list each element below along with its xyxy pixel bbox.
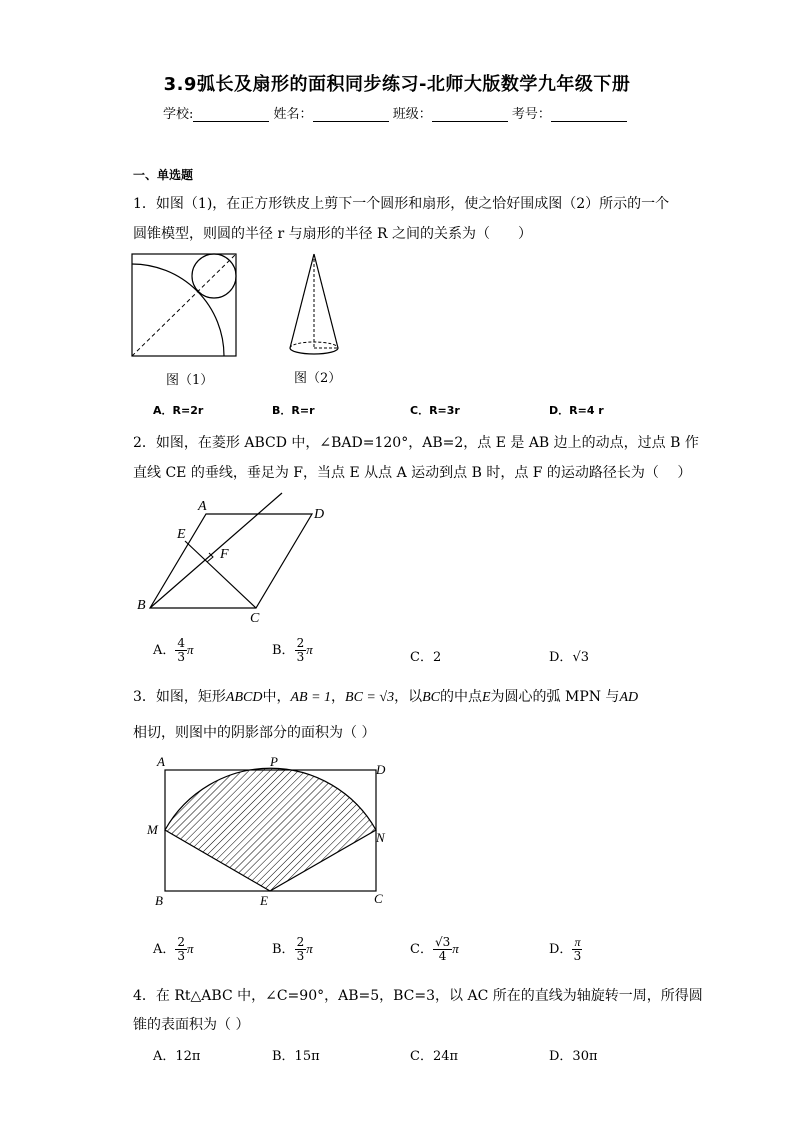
q3-label-d: D	[376, 762, 386, 777]
q1-figure-square	[130, 252, 242, 360]
q3-option-a[interactable]: A． $\frac{2}{3}$ π	[153, 935, 194, 963]
q2-option-d[interactable]: D．√3	[549, 650, 589, 665]
section-heading: 一、单选题	[133, 168, 194, 182]
number-blank[interactable]	[551, 107, 627, 122]
school-blank[interactable]	[193, 107, 269, 122]
q4-text-line1: 4．在 Rt△ABC 中，∠C=90°，AB=5，BC=3，以 AC 所在的直线为轴旋转一周，所得圆	[133, 988, 703, 1004]
document-title: 3.9弧长及扇形的面积同步练习-北师大版数学九年级下册	[163, 74, 631, 95]
name-blank[interactable]	[313, 107, 389, 122]
q2-option-b[interactable]: B． $\frac{2}{3}$ π	[272, 636, 313, 664]
q4-text-line2: 锥的表面积为（ ）	[133, 1017, 250, 1033]
q3-label-c: C	[374, 891, 383, 906]
q3-option-d[interactable]: D． $\frac{\pi}{3}$	[549, 935, 582, 963]
q1-option-a[interactable]: A．R=2r	[153, 404, 204, 417]
q3-text-line1: 3．如图，矩形ABCD中，AB = 1，BC = √3，以BC的中点E为圆心的弧 MPN 与AD	[133, 689, 639, 705]
class-blank[interactable]	[432, 107, 508, 122]
q2-label-b: B	[137, 598, 146, 613]
q1-option-b[interactable]: B．R=r	[272, 404, 315, 417]
class-label: 班级：	[392, 107, 432, 122]
q2-option-c[interactable]: C．2	[410, 650, 442, 665]
q4-option-d[interactable]: D．30π	[549, 1049, 598, 1064]
q3-option-c[interactable]: C． $\frac{√3}{4}$ π	[410, 935, 459, 963]
q3-label-n: N	[376, 830, 385, 845]
q2-label-a: A	[198, 499, 207, 514]
q3-label-e: E	[260, 893, 268, 908]
q4-option-a[interactable]: A．12π	[153, 1049, 201, 1064]
q2-label-f: F	[220, 547, 229, 562]
student-info-line	[163, 103, 627, 122]
q1-text-line2: 圆锥模型，则圆的半径 r 与扇形的半径 R 之间的关系为（ ）	[133, 226, 533, 242]
q1-text-line1: 1．如图（1)，在正方形铁皮上剪下一个圆形和扇形，使之恰好围成图（2）所示的一个	[133, 196, 670, 212]
q2-text-line2: 直线 CE 的垂线，垂足为 F，当点 E 从点 A 运动到点 B 时，点 F 的运动路径长为（ ）	[133, 465, 692, 481]
q1-figure-cone	[284, 252, 344, 362]
q4-option-c[interactable]: C．24π	[410, 1049, 459, 1064]
q2-figure-rhombus	[130, 492, 340, 628]
q1-option-c[interactable]: C．R=3r	[410, 404, 460, 417]
q2-label-e: E	[177, 527, 186, 542]
q1-fig1-caption: 图（1）	[166, 373, 214, 388]
number-label: 考号：	[511, 107, 551, 122]
q3-label-m: M	[147, 822, 158, 837]
q2-option-a[interactable]: A． $\frac{4}{3}$ π	[153, 636, 194, 664]
q1-fig2-caption: 图（2）	[294, 371, 342, 386]
q3-option-b[interactable]: B． $\frac{2}{3}$ π	[272, 935, 313, 963]
q3-figure-rectangle	[140, 752, 400, 912]
q3-text-line2: 相切，则图中的阴影部分的面积为（ ）	[133, 725, 376, 741]
q2-label-d: D	[314, 507, 325, 522]
q1-option-d[interactable]: D．R=4 r	[549, 404, 604, 417]
q2-text-line1: 2．如图，在菱形 ABCD 中，∠BAD=120°，AB=2，点 E 是 AB 边上的动点，过点 B 作	[133, 435, 699, 451]
q2-label-c: C	[250, 611, 260, 626]
school-label: 学校:	[163, 107, 194, 122]
q4-option-b[interactable]: B．15π	[272, 1049, 320, 1064]
name-label: 姓名：	[273, 107, 313, 122]
q3-label-b: B	[155, 893, 163, 908]
q3-label-p: P	[270, 754, 278, 769]
q3-label-a: A	[157, 754, 165, 769]
